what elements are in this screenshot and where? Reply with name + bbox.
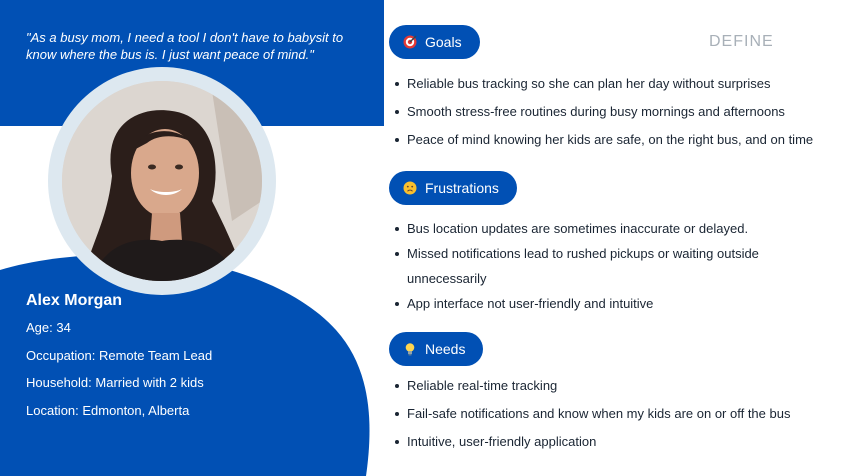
persona-location: Location: Edmonton, Alberta: [26, 402, 190, 418]
goals-heading: [389, 25, 480, 59]
goals-list: [393, 71, 813, 155]
list-item: Missed notifications lead to rushed pickups or waiting outside unnecessarily: [393, 241, 783, 291]
frustrations-heading: [389, 171, 517, 205]
list-item: Reliable real-time tracking: [393, 373, 790, 398]
frown-face-icon: [403, 181, 417, 195]
persona-household: Household: Married with 2 kids: [26, 375, 204, 390]
frustrations-list: [393, 216, 783, 316]
avatar-ring: [48, 67, 276, 295]
lightbulb-icon: [403, 342, 417, 356]
list-item: Fail-safe notifications and know when my kids are on or off the bus: [393, 401, 790, 426]
goals-title: Goals: [425, 34, 462, 50]
needs-list: [393, 373, 790, 457]
list-item: App interface not user-friendly and intuitive: [393, 291, 783, 316]
list-item: Reliable bus tracking so she can plan her day without surprises: [393, 71, 813, 96]
persona-age: Age: 34: [26, 320, 71, 335]
needs-title: Needs: [425, 341, 466, 357]
persona-profile: [26, 292, 212, 428]
list-item: Intuitive, user-friendly application: [393, 429, 790, 454]
list-item: Smooth stress-free routines during busy mornings and afternoons: [393, 99, 813, 124]
needs-heading: [389, 332, 483, 366]
avatar: [62, 81, 262, 281]
persona-name: Alex Morgan: [26, 292, 123, 309]
persona-occupation: Occupation: Remote Team Lead: [26, 347, 213, 363]
section-label: DEFINE: [709, 33, 774, 50]
list-item: Bus location updates are sometimes inaccurate or delayed.: [393, 216, 783, 241]
frustrations-title: Frustrations: [425, 180, 499, 196]
target-icon: [403, 35, 417, 49]
persona-quote: "As a busy mom, I need a tool I don't have to babysit to know where the bus is. I just want peace of mind.": [26, 30, 344, 62]
list-item: Peace of mind knowing her kids are safe, on the right bus, and on time: [393, 127, 813, 152]
